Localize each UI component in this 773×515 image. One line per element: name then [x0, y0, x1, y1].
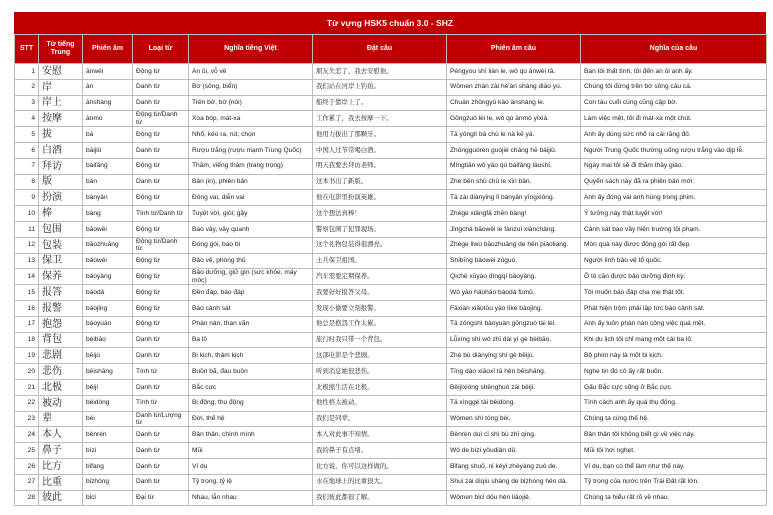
- cell-example-meaning: Bản thân tôi không biết gì về việc này.: [581, 427, 767, 443]
- cell-pinyin: bǎoyǎng: [83, 269, 133, 285]
- cell-word-type: Danh từ: [133, 332, 189, 348]
- cell-example-meaning: Ví dụ, bạn có thể làm như thế này.: [581, 458, 767, 474]
- cell-example: 他总是抱怨工作太累。: [313, 316, 447, 332]
- cell-example-pinyin: Bǐfang shuō, nǐ kěyǐ zhèyàng zuò de.: [447, 458, 581, 474]
- cell-example-pinyin: Qìchē xūyào dìngqī bǎoyǎng.: [447, 269, 581, 285]
- cell-word-type: Động từ: [133, 158, 189, 174]
- cell-stt: 23: [15, 411, 39, 427]
- cell-word: 报答: [39, 285, 83, 301]
- cell-word: 鼻子: [39, 443, 83, 459]
- cell-example-pinyin: Běijíxióng shēnghuó zài běijí.: [447, 379, 581, 395]
- cell-word: 包围: [39, 221, 83, 237]
- cell-stt: 25: [15, 443, 39, 459]
- cell-example-meaning: Khi du lịch tôi chỉ mang một cái ba lô.: [581, 332, 767, 348]
- cell-example: 本人对此事不知情。: [313, 427, 447, 443]
- cell-example-meaning: Tính cách anh ấy quá thụ động.: [581, 395, 767, 411]
- cell-stt: 21: [15, 379, 39, 395]
- cell-pinyin: bàng: [83, 206, 133, 222]
- cell-pinyin: bàodá: [83, 285, 133, 301]
- cell-example-pinyin: Tā yònglì bá chū le nà kē yá.: [447, 127, 581, 143]
- cell-word-type: Danh từ: [133, 95, 189, 111]
- cell-example-meaning: Mũi tôi hơi nghẹt.: [581, 443, 767, 459]
- cell-stt: 24: [15, 427, 39, 443]
- cell-example-pinyin: Míngtiān wǒ yào qù bàifǎng lǎoshī.: [447, 158, 581, 174]
- cell-example: 他在电影里扮演英雄。: [313, 190, 447, 206]
- cell-example: 中国人过节常喝白酒。: [313, 143, 447, 159]
- cell-example: 士兵保卫祖国。: [313, 253, 447, 269]
- cell-example-pinyin: Wǒmen zhàn zài hé'àn shàng diào yú.: [447, 79, 581, 95]
- cell-word: 悲剧: [39, 348, 83, 364]
- cell-pinyin: ānwèi: [83, 64, 133, 80]
- cell-example: 我的鼻子有点堵。: [313, 443, 447, 459]
- cell-example-pinyin: Zhè běn shū chū le xīn bǎn.: [447, 174, 581, 190]
- cell-pinyin: bá: [83, 127, 133, 143]
- cell-example-pinyin: Wǒ yào hǎohǎo bàodá fùmǔ.: [447, 285, 581, 301]
- cell-example-pinyin: Péngyou shī liàn le, wǒ qù ānwèi tā.: [447, 64, 581, 80]
- cell-stt: 2: [15, 79, 39, 95]
- cell-example-meaning: Người lính bảo vệ tổ quốc.: [581, 253, 767, 269]
- cell-stt: 12: [15, 237, 39, 253]
- cell-pinyin: bàifǎng: [83, 158, 133, 174]
- cell-example-meaning: Gấu Bắc cực sống ở Bắc cực.: [581, 379, 767, 395]
- table-row: [15, 111, 767, 127]
- cell-pinyin: bèi: [83, 411, 133, 427]
- cell-word-type: Đại từ: [133, 490, 189, 506]
- table-row: [15, 443, 767, 459]
- cell-example: 这部电影是个悲剧。: [313, 348, 447, 364]
- header-word: Từ tiếng Trung: [39, 35, 83, 64]
- cell-word-type: Động từ/Danh từ: [133, 237, 189, 253]
- cell-stt: 8: [15, 174, 39, 190]
- cell-stt: 17: [15, 316, 39, 332]
- cell-word: 保卫: [39, 253, 83, 269]
- cell-word: 版: [39, 174, 83, 190]
- cell-example-pinyin: Fāxiàn xiǎotōu yào lìkè bàojǐng.: [447, 301, 581, 317]
- cell-example-meaning: Ô tô cần được bảo dưỡng định kỳ.: [581, 269, 767, 285]
- cell-stt: 7: [15, 158, 39, 174]
- cell-meaning: Ba lô: [189, 332, 313, 348]
- cell-word-type: Động từ: [133, 190, 189, 206]
- table-row: [15, 285, 767, 301]
- cell-example-meaning: Quyển sách này đã ra phiên bản mới.: [581, 174, 767, 190]
- cell-word-type: Danh từ/Lượng từ: [133, 411, 189, 427]
- cell-word: 按摩: [39, 111, 83, 127]
- cell-meaning: Phàn nàn, than vãn: [189, 316, 313, 332]
- cell-stt: 5: [15, 127, 39, 143]
- cell-example: 水在地球上的比重很大。: [313, 474, 447, 490]
- cell-word-type: Động từ/Danh từ: [133, 111, 189, 127]
- cell-example-meaning: Cảnh sát bao vây hiện trường tội phạm.: [581, 221, 767, 237]
- cell-pinyin: bèidòng: [83, 395, 133, 411]
- cell-example: 我们是同辈。: [313, 411, 447, 427]
- cell-example-pinyin: Běnrén duì cǐ shì bù zhī qíng.: [447, 427, 581, 443]
- cell-meaning: Báo cảnh sát: [189, 301, 313, 317]
- cell-word-type: Danh từ: [133, 427, 189, 443]
- cell-meaning: Bi kịch, thảm kịch: [189, 348, 313, 364]
- cell-word: 扮演: [39, 190, 83, 206]
- cell-example-pinyin: Gōngzuò lèi le, wǒ qù ànmó yīxià.: [447, 111, 581, 127]
- cell-meaning: Bảo vệ, phòng thủ: [189, 253, 313, 269]
- header-stt: STT: [15, 35, 39, 64]
- table-row: [15, 127, 767, 143]
- cell-word: 辈: [39, 411, 83, 427]
- cell-example-pinyin: Zhè bù diànyǐng shì gè bēijù.: [447, 348, 581, 364]
- cell-example-pinyin: Wǒ de bízi yǒudiǎn dǔ.: [447, 443, 581, 459]
- cell-pinyin: bànyǎn: [83, 190, 133, 206]
- cell-example-pinyin: Tā zǒngshì bàoyuàn gōngzuò tài lèi.: [447, 316, 581, 332]
- cell-meaning: Bản (in), phiên bản: [189, 174, 313, 190]
- cell-example-pinyin: Chuán zhōngyú kào ànshàng le.: [447, 95, 581, 111]
- cell-pinyin: báijiǔ: [83, 143, 133, 159]
- cell-example-meaning: Bạn tôi thất tình, tôi đến an ủi anh ấy.: [581, 64, 767, 80]
- cell-word: 抱怨: [39, 316, 83, 332]
- cell-word-type: Tính từ: [133, 364, 189, 380]
- cell-word: 被动: [39, 395, 83, 411]
- table-row: [15, 95, 767, 111]
- cell-stt: 1: [15, 64, 39, 80]
- cell-meaning: Buồn bã, đau buồn: [189, 364, 313, 380]
- cell-example: 这个礼物包装得很漂亮。: [313, 237, 447, 253]
- cell-example: 他用力拔出了那颗牙。: [313, 127, 447, 143]
- cell-stt: 13: [15, 253, 39, 269]
- cell-example: 我们站在河岸上钓鱼。: [313, 79, 447, 95]
- cell-meaning: Bắc cực: [189, 379, 313, 395]
- cell-pinyin: bēijù: [83, 348, 133, 364]
- cell-meaning: An ủi, vỗ về: [189, 64, 313, 80]
- sheet-title: Từ vựng HSK5 chuẩn 3.0 - SHZ: [14, 12, 766, 34]
- cell-meaning: Bản thân, chính mình: [189, 427, 313, 443]
- cell-example-pinyin: Tīng dào xiāoxī tā hěn bēishāng.: [447, 364, 581, 380]
- cell-example-pinyin: Tā xìnggé tài bèidòng.: [447, 395, 581, 411]
- cell-example: 这个想法真棒！: [313, 206, 447, 222]
- cell-word-type: Danh từ: [133, 143, 189, 159]
- table-row: [15, 158, 767, 174]
- header-example-pinyin: Phiên âm câu: [447, 35, 581, 64]
- cell-pinyin: bǎowèi: [83, 253, 133, 269]
- cell-example: 我要好好报答父母。: [313, 285, 447, 301]
- header-word-type: Loại từ: [133, 35, 189, 64]
- cell-word-type: Động từ: [133, 285, 189, 301]
- cell-pinyin: àn: [83, 79, 133, 95]
- header-pinyin: Phiên âm: [83, 35, 133, 64]
- cell-pinyin: bēishāng: [83, 364, 133, 380]
- cell-example-meaning: Bộ phim này là một bi kịch.: [581, 348, 767, 364]
- cell-word-type: Động từ: [133, 316, 189, 332]
- cell-example: 汽车需要定期保养。: [313, 269, 447, 285]
- cell-word: 白酒: [39, 143, 83, 159]
- header-example: Đặt câu: [313, 35, 447, 64]
- cell-example-meaning: Phát hiện trộm phải lập tức báo cảnh sát.: [581, 301, 767, 317]
- cell-example: 明天我要去拜访老师。: [313, 158, 447, 174]
- cell-pinyin: bǐcǐ: [83, 490, 133, 506]
- header-example-meaning: Nghĩa của câu: [581, 35, 767, 64]
- cell-meaning: Trên bờ, bờ (nói): [189, 95, 313, 111]
- cell-meaning: Nhau, lẫn nhau: [189, 490, 313, 506]
- table-row: [15, 64, 767, 80]
- cell-meaning: Ví dụ: [189, 458, 313, 474]
- cell-example-pinyin: Tā zài diànyǐng lǐ bànyǎn yīngxióng.: [447, 190, 581, 206]
- table-header-row: [15, 35, 767, 64]
- cell-example-meaning: Chúng ta cùng thế hệ.: [581, 411, 767, 427]
- cell-word: 岸上: [39, 95, 83, 111]
- cell-meaning: Đóng vai, diễn vai: [189, 190, 313, 206]
- cell-meaning: Xoa bóp, mát-xa: [189, 111, 313, 127]
- cell-stt: 27: [15, 474, 39, 490]
- cell-word: 本人: [39, 427, 83, 443]
- cell-example: 发现小偷要立刻报警。: [313, 301, 447, 317]
- cell-word: 悲伤: [39, 364, 83, 380]
- cell-word-type: Danh từ: [133, 348, 189, 364]
- cell-meaning: Bị động, thụ động: [189, 395, 313, 411]
- table-row: [15, 190, 767, 206]
- cell-example-meaning: Nghe tin đó cô ấy rất buồn.: [581, 364, 767, 380]
- cell-example-meaning: Chúng ta hiểu rất rõ về nhau.: [581, 490, 767, 506]
- cell-word-type: Tính từ/Danh từ: [133, 206, 189, 222]
- cell-example: 他性格太被动。: [313, 395, 447, 411]
- cell-example-meaning: Chúng tôi đứng trên bờ sông câu cá.: [581, 79, 767, 95]
- cell-word: 包装: [39, 237, 83, 253]
- table-row: [15, 269, 767, 285]
- table-row: [15, 206, 767, 222]
- cell-example-meaning: Anh ấy dùng sức nhổ ra cái răng đó.: [581, 127, 767, 143]
- cell-pinyin: bāozhuāng: [83, 237, 133, 253]
- cell-word-type: Động từ: [133, 221, 189, 237]
- table-body: [15, 64, 767, 506]
- cell-example-meaning: Tỷ trọng của nước trên Trái Đất rất lớn.: [581, 474, 767, 490]
- cell-example: 听到消息她很悲伤。: [313, 364, 447, 380]
- cell-stt: 4: [15, 111, 39, 127]
- cell-word: 棒: [39, 206, 83, 222]
- cell-word: 比方: [39, 458, 83, 474]
- cell-pinyin: bǐzhòng: [83, 474, 133, 490]
- cell-example-meaning: Tôi muốn báo đáp cha mẹ thật tốt.: [581, 285, 767, 301]
- cell-example-pinyin: Wǒmen shì tóng bèi.: [447, 411, 581, 427]
- cell-example-pinyin: Shìbīng bǎowèi zǔguó.: [447, 253, 581, 269]
- cell-example: 我们彼此都很了解。: [313, 490, 447, 506]
- table-row: [15, 332, 767, 348]
- cell-example: 比方说，你可以这样做的。: [313, 458, 447, 474]
- cell-example-meaning: Ngày mai tôi sẽ đi thăm thầy giáo.: [581, 158, 767, 174]
- cell-meaning: Bao vây, vây quanh: [189, 221, 313, 237]
- cell-meaning: Tỷ trọng, tỷ lệ: [189, 474, 313, 490]
- cell-word: 彼此: [39, 490, 83, 506]
- cell-example: 工作累了，我去按摩一下。: [313, 111, 447, 127]
- vocabulary-sheet: [14, 12, 766, 506]
- cell-word-type: Danh từ: [133, 474, 189, 490]
- cell-example: 警察包围了犯罪现场。: [313, 221, 447, 237]
- table-row: [15, 411, 767, 427]
- table-row: [15, 364, 767, 380]
- cell-example-pinyin: Shuǐ zài dìqiú shàng de bǐzhòng hěn dà.: [447, 474, 581, 490]
- table-row: [15, 395, 767, 411]
- cell-example-pinyin: Lǚxíng shí wǒ zhǐ dài yí gè bèibāo.: [447, 332, 581, 348]
- cell-example-meaning: Con tàu cuối cùng cũng cập bờ.: [581, 95, 767, 111]
- cell-pinyin: běijí: [83, 379, 133, 395]
- cell-pinyin: bǐfang: [83, 458, 133, 474]
- table-row: [15, 458, 767, 474]
- cell-stt: 28: [15, 490, 39, 506]
- cell-meaning: Rượu trắng (rượu mạnh Trung Quốc): [189, 143, 313, 159]
- cell-example-meaning: Món quà này được đóng gói rất đẹp.: [581, 237, 767, 253]
- cell-example: 旅行时我只带一个背包。: [313, 332, 447, 348]
- cell-stt: 20: [15, 364, 39, 380]
- cell-pinyin: běnrén: [83, 427, 133, 443]
- cell-word-type: Danh từ: [133, 443, 189, 459]
- table-row: [15, 237, 767, 253]
- cell-stt: 14: [15, 269, 39, 285]
- cell-example-pinyin: Zhège lǐwù bāozhuāng de hěn piàoliang.: [447, 237, 581, 253]
- cell-stt: 11: [15, 221, 39, 237]
- vocabulary-table: [14, 34, 767, 506]
- cell-example: 这本书出了新版。: [313, 174, 447, 190]
- cell-stt: 3: [15, 95, 39, 111]
- cell-example: 船终于靠岸上了。: [313, 95, 447, 111]
- table-row: [15, 79, 767, 95]
- cell-word: 北极: [39, 379, 83, 395]
- cell-meaning: Bảo dưỡng, giữ gìn (sức khỏe, máy móc): [189, 269, 313, 285]
- table-row: [15, 427, 767, 443]
- cell-stt: 22: [15, 395, 39, 411]
- table-row: [15, 174, 767, 190]
- cell-word: 背包: [39, 332, 83, 348]
- cell-meaning: Đóng gói, bao bì: [189, 237, 313, 253]
- cell-stt: 26: [15, 458, 39, 474]
- cell-word: 保养: [39, 269, 83, 285]
- table-row: [15, 490, 767, 506]
- cell-word-type: Động từ: [133, 269, 189, 285]
- cell-pinyin: bàoyuàn: [83, 316, 133, 332]
- cell-stt: 9: [15, 190, 39, 206]
- cell-example-pinyin: Zhège xiǎngfǎ zhēn bàng!: [447, 206, 581, 222]
- cell-word-type: Động từ: [133, 301, 189, 317]
- cell-meaning: Thăm, viếng thăm (trang trọng): [189, 158, 313, 174]
- cell-stt: 6: [15, 143, 39, 159]
- header-meaning: Nghĩa tiếng Việt: [189, 35, 313, 64]
- cell-meaning: Nhổ, kéo ra, rút; chọn: [189, 127, 313, 143]
- cell-word: 拜访: [39, 158, 83, 174]
- cell-word-type: Động từ: [133, 127, 189, 143]
- cell-example: 朋友失恋了，我去安慰他。: [313, 64, 447, 80]
- table-row: [15, 474, 767, 490]
- cell-pinyin: bāowéi: [83, 221, 133, 237]
- cell-meaning: Mũi: [189, 443, 313, 459]
- cell-stt: 18: [15, 332, 39, 348]
- cell-example-pinyin: Zhōngguórén guòjié cháng hē báijiǔ.: [447, 143, 581, 159]
- cell-word: 岸: [39, 79, 83, 95]
- cell-word-type: Danh từ: [133, 79, 189, 95]
- table-row: [15, 301, 767, 317]
- table-row: [15, 316, 767, 332]
- cell-example-meaning: Người Trung Quốc thường uống rượu trắng vào dịp lễ.: [581, 143, 767, 159]
- table-row: [15, 253, 767, 269]
- cell-pinyin: bàojǐng: [83, 301, 133, 317]
- cell-meaning: Tuyệt vời, giỏi; gậy: [189, 206, 313, 222]
- cell-word: 比重: [39, 474, 83, 490]
- table-row: [15, 143, 767, 159]
- cell-example-meaning: Anh ấy luôn phàn nàn công việc quá mệt.: [581, 316, 767, 332]
- cell-pinyin: ànmó: [83, 111, 133, 127]
- cell-word: 报警: [39, 301, 83, 317]
- cell-example: 北极熊生活在北极。: [313, 379, 447, 395]
- cell-word: 拔: [39, 127, 83, 143]
- cell-stt: 19: [15, 348, 39, 364]
- cell-example-pinyin: Wǒmen bǐcǐ dōu hěn liǎojiě.: [447, 490, 581, 506]
- cell-word-type: Danh từ: [133, 458, 189, 474]
- cell-pinyin: bízi: [83, 443, 133, 459]
- cell-example-pinyin: Jǐngchá bāowéi le fànzuì xiànchǎng.: [447, 221, 581, 237]
- cell-meaning: Bờ (sông, biển): [189, 79, 313, 95]
- table-row: [15, 221, 767, 237]
- cell-stt: 15: [15, 285, 39, 301]
- cell-meaning: Đền đáp, báo đáp: [189, 285, 313, 301]
- cell-stt: 10: [15, 206, 39, 222]
- cell-example-meaning: Làm việc mệt, tôi đi mát-xa một chút.: [581, 111, 767, 127]
- cell-word-type: Danh từ: [133, 174, 189, 190]
- cell-word: 安慰: [39, 64, 83, 80]
- cell-pinyin: ànshàng: [83, 95, 133, 111]
- cell-word-type: Động từ: [133, 64, 189, 80]
- cell-word-type: Động từ: [133, 253, 189, 269]
- cell-word-type: Tính từ: [133, 395, 189, 411]
- cell-word-type: Danh từ: [133, 379, 189, 395]
- cell-pinyin: bǎn: [83, 174, 133, 190]
- table-row: [15, 379, 767, 395]
- cell-example-meaning: Ý tưởng này thật tuyệt vời!: [581, 206, 767, 222]
- cell-stt: 16: [15, 301, 39, 317]
- cell-meaning: Đời, thế hệ: [189, 411, 313, 427]
- cell-pinyin: bèibāo: [83, 332, 133, 348]
- cell-example-meaning: Anh ấy đóng vai anh hùng trong phim.: [581, 190, 767, 206]
- table-row: [15, 348, 767, 364]
